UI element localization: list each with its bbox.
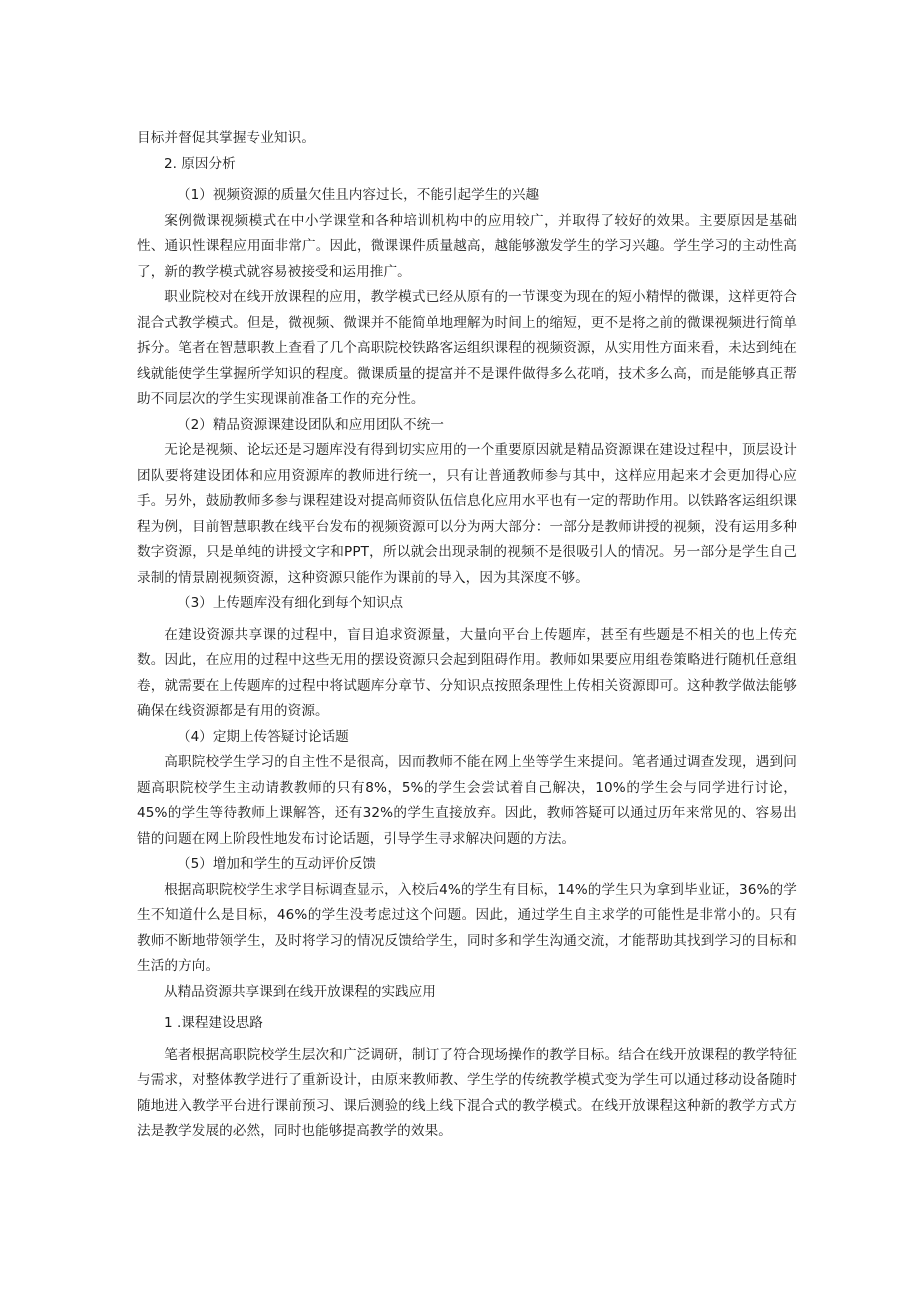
paragraph-course-design: 笔者根据高职院校学生层次和广泛调研，制订了符合现场操作的教学目标。结合在线开放课程的教学特征与需求，对整体教学进行了重新设计，由原来教师教、学生学的传统教学模式变为学生可以通过移动设备随时随地进入教学平台进行课前预习、课后测验的线上线下混合式的教学模式。在线开放课程这种新的教学方式方法是教学发展的必然，同时也能够提高教学的效果。 <box>137 1046 797 1139</box>
heading-reason-4: （4）定期上传答疑讨论话题 <box>177 728 349 745</box>
heading-course-design: 1 .课程建设思路 <box>164 1015 263 1031</box>
heading-reason-2: （2）精品资源课建设团队和应用团队不统一 <box>177 416 444 433</box>
heading-reason-analysis: 2. 原因分析 <box>164 155 236 172</box>
heading-reason-5: （5）增加和学生的互动评价反馈 <box>177 856 376 872</box>
heading-reason-3: （3）上传题库没有细化到每个知识点 <box>177 595 404 611</box>
paragraph-reason-5: 根据高职院校学生求学目标调查显示，入校后4%的学生有目标，14%的学生只为拿到毕业证，36%的学生不知道什么是目标，46%的学生没考虑过这个问题。因此，通过学生自主求学的可能性是非常小的。只有教师不断地带领学生，及时将学习的情况反馈给学生，同时多和学生沟通交流，才能帮助其找到学习的目标和生活的方向。 <box>137 881 797 974</box>
document-body <box>137 126 797 1145</box>
heading-section-practice: 从精品资源共享课到在线开放课程的实践应用 <box>164 983 436 1000</box>
paragraph-reason-1a: 案例微课视频模式在中小学课堂和各种培训机构中的应用较广，并取得了较好的效果。主要原因是基础性、通识性课程应用面非常广。因此，微课课件质量越高，越能够激发学生的学习兴趣。学生学习的主动性高了，新的教学模式就容易被接受和运用推广。 <box>137 212 797 280</box>
paragraph-reason-3: 在建设资源共享课的过程中，盲目追求资源量，大量向平台上传题库，甚至有些题是不相关的也上传充数。因此，在应用的过程中这些无用的摆设资源只会起到阻碍作用。教师如果要应用组卷策略进行随机任意组卷，就需要在上传题库的过程中将试题库分章节、分知识点按照条理性上传相关资源即可。这种教学做法能够确保在线资源都是有用的资源。 <box>137 626 797 719</box>
paragraph-reason-1b: 职业院校对在线开放课程的应用，教学模式已经从原有的一节课变为现在的短小精悍的微课，这样更符合混合式教学模式。但是，微视频、微课并不能简单地理解为时间上的缩短，更不是将之前的微课视频进行简单拆分。笔者在智慧职教上查看了几个高职院校铁路客运组织课程的视频资源，从实用性方面来看，未达到纯在线就能使学生掌握所学知识的程度。微课质量的提富并不是课件做得多么花哨，技术多么高，而是能够真正帮助不同层次的学生实现课前准备工作的充分性。 <box>137 289 797 407</box>
paragraph-continued: 目标并督促其掌握专业知识。 <box>137 130 316 146</box>
paragraph-reason-4: 高职院校学生学习的自主性不是很高，因而教师不能在网上坐等学生来提问。笔者通过调查发现，遇到问题高职院校学生主动请教教师的只有8%，5%的学生会尝试着自己解决，10%的学生会与同学进行讨论，45%的学生等待教师上课解答，还有32%的学生直接放弃。因此，教师答疑可以通过历年来常见的、容易出错的问题在网上阶段性地发布讨论话题，引导学生寻求解决问题的方法。 <box>137 754 797 847</box>
heading-reason-1: （1）视频资源的质量欠佳且内容过长，不能引起学生的兴趣 <box>177 187 540 203</box>
paragraph-reason-2: 无论是视频、论坛还是习题库没有得到切实应用的一个重要原因就是精品资源课在建设过程中，顶层设计团队要将建设团体和应用资源库的教师进行统一，只有让普通教师参与其中，这样应用起来才会更加得心应手。另外，鼓励教师多参与课程建设对提高师资队伍信息化应用水平也有一定的帮助作用。以铁路客运组织课程为例，目前智慧职教在线平台发布的视频资源可以分为两大部分：一部分是教师讲授的视频，没有运用多种数字资源，只是单纯的讲授文字和PPT，所以就会出现录制的视频不是很吸引人的情况。另一部分是学生自己录制的情景剧视频资源，这种资源只能作为课前的导入，因为其深度不够。 <box>137 442 797 586</box>
